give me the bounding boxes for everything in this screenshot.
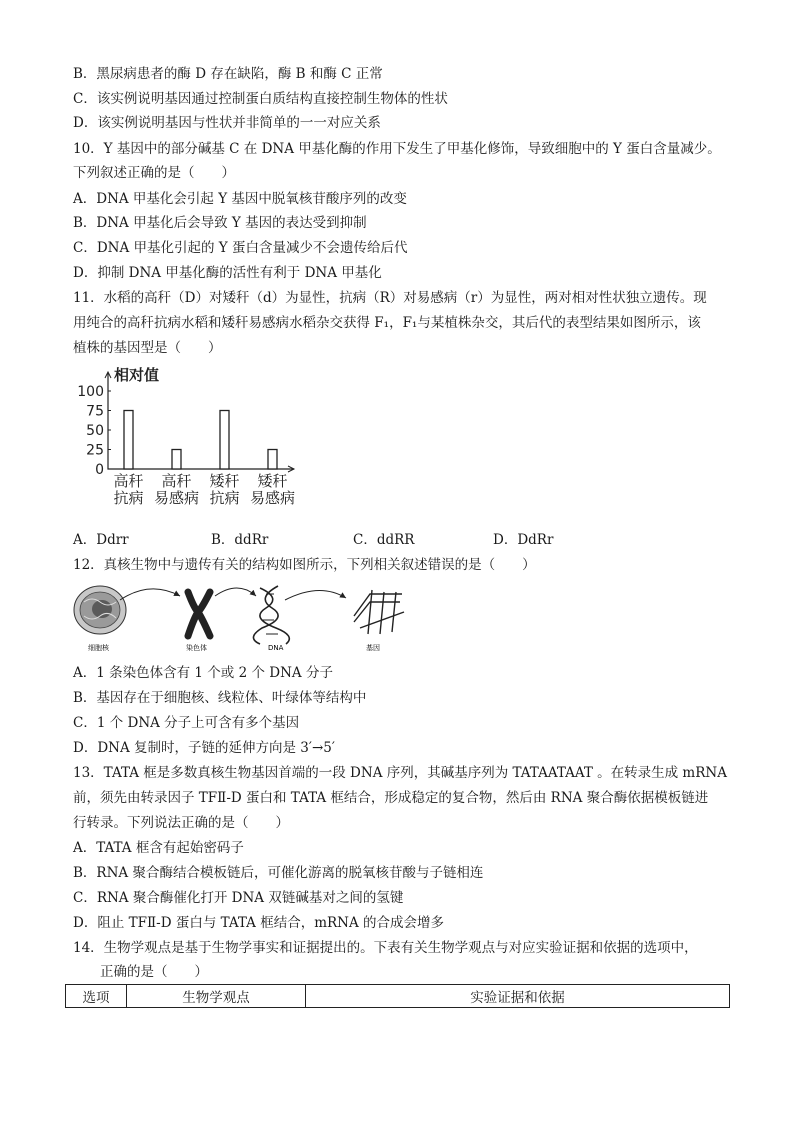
- text-line: 12．真核生物中与遗传有关的结构如图所示，下列相关叙述错误的是（ ）: [73, 557, 536, 573]
- x-category-label: 抗病: [209, 489, 240, 507]
- text-line: 正确的是（ ）: [73, 964, 208, 980]
- phenotype-bar-chart: [72, 366, 304, 514]
- q11-option-d: D．DdRr: [493, 532, 554, 548]
- text-line: C．DNA 甲基化引起的 Y 蛋白含量减少不会遗传给后代: [73, 240, 408, 256]
- bar: [124, 411, 133, 470]
- x-category-label: 高秆: [161, 472, 192, 490]
- genetic-structure-diagram: [70, 582, 410, 654]
- q14-table: [65, 984, 730, 1008]
- nucleus-illustration: [74, 586, 126, 634]
- text-line: C．1 个 DNA 分子上可含有多个基因: [73, 715, 300, 731]
- y-tick-label: 75: [86, 403, 104, 420]
- chart-axes: [108, 373, 294, 469]
- x-category-label: 矮秆: [209, 472, 240, 490]
- text-line: 13．TATA 框是多数真核生物基因首端的一段 DNA 序列，其碱基序列为 TATAATAAT 。在转录生成 mRNA: [73, 765, 727, 781]
- table-header-evidence: 实验证据和依据: [306, 985, 730, 1008]
- text-line: C．RNA 聚合酶催化打开 DNA 双链碱基对之间的氢键: [73, 890, 404, 906]
- dna-illustration: [253, 586, 289, 644]
- text-line: 14．生物学观点是基于生物学事实和证据提出的。下表有关生物学观点与对应实验证据和依据的选项中，: [73, 940, 698, 956]
- text-line: B．黑尿病患者的酶 D 存在缺陷，酶 B 和酶 C 正常: [73, 66, 383, 82]
- table-header-option: 选项: [66, 985, 127, 1008]
- text-line: 下列叙述正确的是（ ）: [73, 165, 235, 181]
- y-tick-label: 25: [86, 442, 104, 459]
- text-line: 用纯合的高秆抗病水稻和矮秆易感病水稻杂交获得 F₁，F₁与某植株杂交，其后代的表型结果如图所示，该: [73, 315, 701, 331]
- x-category-label: 矮秆: [257, 472, 288, 490]
- table-header-viewpoint: 生物学观点: [127, 985, 306, 1008]
- bar: [268, 450, 277, 470]
- label-nucleus: 细胞核: [88, 644, 109, 652]
- text-line: 11．水稻的高秆（D）对矮秆（d）为显性，抗病（R）对易感病（r）为显性，两对相对性状独立遗传。现: [73, 290, 707, 306]
- text-line: D．该实例说明基因与性状并非简单的一一对应关系: [73, 115, 381, 131]
- text-line: B．DNA 甲基化后会导致 Y 基因的表达受到抑制: [73, 215, 367, 231]
- x-category-label: 高秆: [113, 472, 144, 490]
- y-tick-label: 0: [95, 462, 104, 478]
- text-line: B．RNA 聚合酶结合模板链后，可催化游离的脱氧核苷酸与子链相连: [73, 865, 484, 881]
- x-category-label: 抗病: [113, 489, 144, 507]
- x-category-label: 易感病: [249, 489, 296, 507]
- table-header-row: [66, 985, 730, 1008]
- text-line: C．该实例说明基因通过控制蛋白质结构直接控制生物体的性状: [73, 91, 448, 107]
- x-category-label: 易感病: [153, 489, 200, 507]
- y-tick-label: 50: [86, 423, 104, 439]
- text-line: D．DNA 复制时，子链的延伸方向是 3′→5′: [73, 740, 335, 756]
- gene-illustration: [354, 590, 404, 634]
- y-tick-label: 100: [77, 384, 104, 400]
- label-chromosome: 染色体: [186, 644, 207, 652]
- q11-option-a: A．Ddrr: [73, 532, 129, 548]
- text-line: 前，须先由转录因子 TFⅡ-D 蛋白和 TATA 框结合，形成稳定的复合物，然后由 RNA 聚合酶依据模板链进: [73, 790, 709, 806]
- text-line: 植株的基因型是（ ）: [73, 340, 222, 356]
- label-gene: 基因: [366, 644, 380, 652]
- bar: [172, 450, 181, 470]
- chromosome-illustration: [188, 592, 210, 636]
- text-line: 行转录。下列说法正确的是（ ）: [73, 815, 289, 831]
- text-line: D．抑制 DNA 甲基化酶的活性有利于 DNA 甲基化: [73, 265, 382, 281]
- text-line: B．基因存在于细胞核、线粒体、叶绿体等结构中: [73, 690, 367, 706]
- q11-option-c: C．ddRR: [353, 532, 415, 548]
- y-axis-label: 相对值: [114, 366, 160, 384]
- q11-option-b: B．ddRr: [211, 532, 269, 548]
- label-dna: DNA: [268, 644, 284, 652]
- text-line: 10．Y 基因中的部分碱基 C 在 DNA 甲基化酶的作用下发生了甲基化修饰，导致细胞中的 Y 蛋白含量减少。: [73, 141, 721, 157]
- text-line: D．阻止 TFⅡ-D 蛋白与 TATA 框结合，mRNA 的合成会增多: [73, 915, 445, 931]
- text-line: A．TATA 框含有起始密码子: [73, 840, 244, 856]
- text-line: A．DNA 甲基化会引起 Y 基因中脱氧核苷酸序列的改变: [73, 191, 407, 207]
- text-line: A．1 条染色体含有 1 个或 2 个 DNA 分子: [73, 665, 333, 681]
- bar: [220, 411, 229, 470]
